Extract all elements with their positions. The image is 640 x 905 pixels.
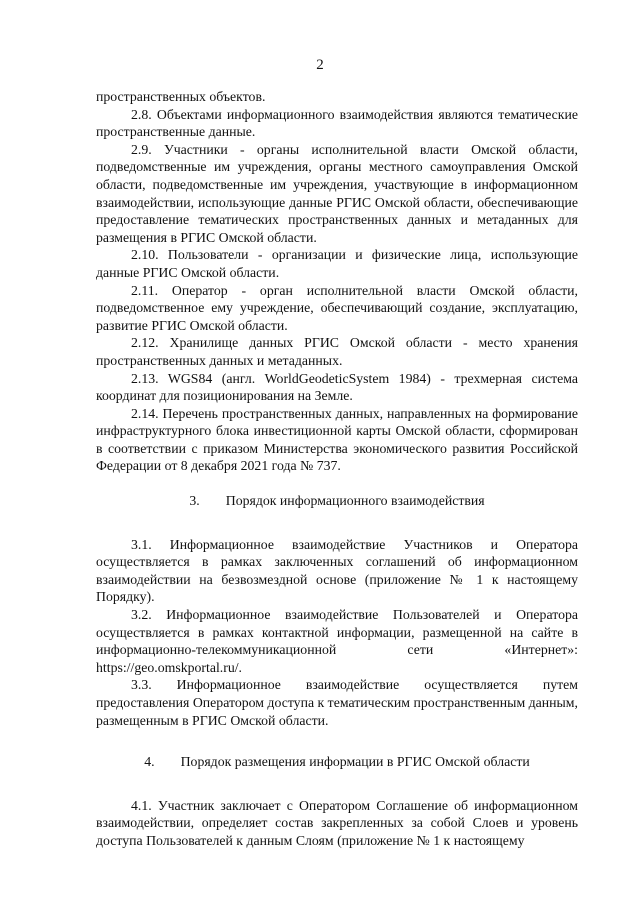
paragraph-2-13: 2.13. WGS84 (англ. WorldGeodeticSystem 1984) - трехмерная система координат для позиционирования на Земле. (96, 370, 578, 404)
paragraph-continuation: пространственных объектов. (96, 89, 266, 104)
paragraph-2-9: 2.9. Участники - органы исполнительной власти Омской области, подведомственные им учреждения, органы местного самоуправления Омской области, подведомственные им учреждения, участвующие в информационном взаимодействии, использующие данные РГИС Омской области, обеспечивающие предоставление тематических пространственных данных и метаданных для размещения в РГИС Омской области. (96, 141, 578, 245)
section-heading-3 (96, 492, 578, 510)
section-title-4: Порядок размещения информации в РГИС Омской области (180, 754, 530, 770)
paragraph-4-1: 4.1. Участник заключает с Оператором Соглашение об информационном взаимодействии, определяет состав закрепленных за собой Слоев и уровень доступа Пользователей к данным Слоям (приложение № 1 к настоящему (96, 797, 578, 848)
page-number: 2 (316, 57, 324, 73)
section-number-3: 3. (189, 493, 200, 509)
document-body (96, 88, 578, 850)
paragraph-2-11: 2.11. Оператор - орган исполнительной власти Омской области, подведомственное ему учреждение, обеспечивающий создание, эксплуатацию, развитие РГИС Омской области. (96, 282, 578, 333)
section-heading-4 (96, 753, 578, 771)
paragraph-2-14: 2.14. Перечень пространственных данных, направленных на формирование инфраструктурного блока инвестиционной карты Омской области, сформирован в соответствии с приказом Министерства экономического развития Российской Федерации от 8 декабря 2021 года № 737. (96, 405, 578, 474)
paragraph-3-2: 3.2. Информационное взаимодействие Пользователей и Оператора осуществляется в рамках контактной информации, размещенной на сайте в информационно-телекоммуникационной сети «Интернет»: https://geo.omskportal.ru/. (96, 607, 578, 675)
paragraph-2-12: 2.12. Хранилище данных РГИС Омской области - место хранения пространственных данных и метаданных. (96, 335, 578, 368)
paragraph-3-1: 3.1. Информационное взаимодействие Участников и Оператора осуществляется в рамках заключенных соглашений об информационном взаимодействии на безвозмездной основе (приложение № 1 к настоящему Порядку). (96, 536, 578, 605)
section-title-3: Порядок информационного взаимодействия (225, 493, 485, 509)
paragraph-3-3: 3.3. Информационное взаимодействие осуществляется путем предоставления Оператором доступа к тематическим пространственным данным, размещенным в РГИС Омской области. (96, 677, 578, 728)
paragraph-2-8: 2.8. Объектами информационного взаимодействия являются тематические пространственные данные. (96, 106, 578, 140)
paragraph-2-10: 2.10. Пользователи - организации и физические лица, использующие данные РГИС Омской области. (96, 247, 578, 280)
section-number-4: 4. (144, 754, 155, 770)
